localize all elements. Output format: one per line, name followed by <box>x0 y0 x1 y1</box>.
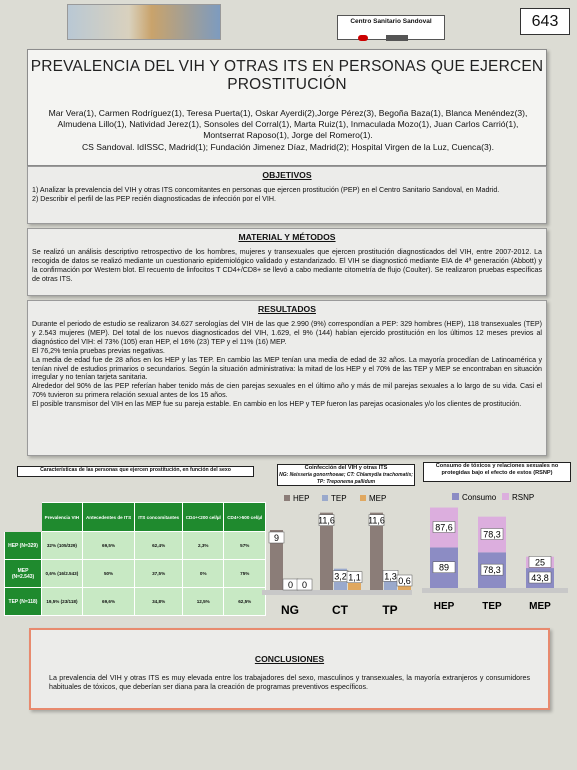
objective-2: 2) Describir el perfil de las PEP recién diagnosticadas de infección por el VIH. <box>32 194 276 203</box>
x-tick-label: MEP <box>529 601 551 612</box>
legend-label: MEP <box>369 494 387 503</box>
table-cell: 32% (105/329) <box>42 532 83 560</box>
results-text <box>28 314 546 409</box>
objectives-text <box>28 180 546 204</box>
table-cell: 62,4% <box>135 532 183 560</box>
table-cell: 75% <box>224 560 266 588</box>
conclusions-heading: CONCLUSIONES <box>254 654 325 664</box>
bar <box>398 586 411 590</box>
column-header: CD4+>500 cel/µl <box>224 503 266 532</box>
row-header: TEP (N=118) <box>5 588 42 616</box>
table-cell: 50% <box>82 560 134 588</box>
table-cell: 19,5% (23/118) <box>42 588 83 616</box>
coinfection-chart <box>262 490 422 620</box>
legend-swatch <box>452 493 459 500</box>
table-cell: 2,3% <box>183 532 224 560</box>
affiliations: CS Sandoval. IdISSC, Madrid(1); Fundación Jimenez Díaz, Madrid(2); Hospital Virgen de la Luz, Cuenca(3). <box>81 141 495 152</box>
table-cell: 34,8% <box>135 588 183 616</box>
coinfection-chart-title <box>277 464 415 486</box>
legend-label: TEP <box>331 494 347 503</box>
data-label: 1,3 <box>384 571 397 582</box>
poster-title: PREVALENCIA DEL VIH Y OTRAS ITS EN PERSONAS QUE EJERCEN PROSTITUCIÓN <box>30 58 544 93</box>
legend-label: HEP <box>293 494 310 503</box>
data-label: 25 <box>534 557 546 568</box>
institution-logos <box>358 28 424 35</box>
data-label: 78,3 <box>483 529 501 540</box>
table-caption: Características de las personas que ejercen prostitución, en función del sexo <box>17 466 254 477</box>
column-header: Prevalencia VIH <box>42 503 83 532</box>
toxics-chart-title: Consumo de tóxicos y relaciones sexuales no protegidas bajo el efecto de estos (RSNP) <box>423 462 571 482</box>
table-cell: 12,5% <box>183 588 224 616</box>
data-label: 0,6 <box>398 576 411 586</box>
coinfection-title: Coinfección del VIH y otras ITS <box>304 465 388 471</box>
data-label: 1,1 <box>348 572 361 583</box>
center-logo-box <box>337 15 445 40</box>
data-label: 87,6 <box>435 522 453 533</box>
legend-label: Consumo <box>462 493 497 502</box>
column-header: ITS concomitantes <box>135 503 183 532</box>
characteristics-table <box>4 502 266 616</box>
methods-text: Se realizó un análisis descriptivo retrospectivo de los hombres, mujeres y transexuales que ejercen prostitución diagnosticados del VIH, entre 2007-2012. La recogida de datos se realizó mediante un cuestionario epidemiológico validado y estandarizado. El VIH se diagnosticó mediante EIA de 4ª generación (Abbott) y la confirmación por Western blot. El recuento de linfocitos T CD4+/CD8+ se llevó a cabo mediante citometría de flujo (Coulter). Se realizaron pruebas específicas de otras ITS. <box>32 248 542 283</box>
bar <box>348 583 361 590</box>
coinfection-subtitle: NG: Neisseria gonorrhoeae; CT: Chlamydia trachomatis; TP: Treponema pallidum <box>279 472 413 485</box>
legend-swatch <box>284 495 290 501</box>
results-heading: RESULTADOS <box>258 304 316 314</box>
table-cell: 37,5% <box>135 560 183 588</box>
data-label: 78,3 <box>483 565 501 576</box>
table-cell: 0% <box>183 560 224 588</box>
results-paragraph: El posible transmisor del VIH en las MEP fue su pareja estable. En cambio en los HEP y TEP fueron las parejas ocasionales y/o los clientes de prostitución. <box>32 400 522 409</box>
table-cell: 0,6% (16/2.543) <box>42 560 83 588</box>
conclusions-text: La prevalencia del VIH y otras ITS es muy elevada entre los trabajadores del sexo, masculinos y transexuales, la mayoría extranjeros y consumidores habituales de tóxicos, que deberían ser diana para la creación de programas preventivos específicos. <box>49 674 530 691</box>
column-header: CD4+<200 cel/µl <box>183 503 224 532</box>
legend-swatch <box>360 495 366 501</box>
results-paragraph: Durante el periodo de estudio se realizaron 34.627 serologías del VIH de las que 2.990 (9%) correspondían a PEP: 329 hombres (HEP), 118 transexuales (TEP) y 2.543 mujeres (MEP). Del total de los nuevos diagnosticados del VIH, 1.629, el 9% (144) habían ejercido prostitución en los últimos 12 meses previos al diagnóstico del VIH: el 73% (105) eran HEP, el 16% (23) TEP y el 11% (16) MEP. <box>32 320 542 346</box>
table-cell: 69,5% <box>82 532 134 560</box>
objective-1: 1) Analizar la prevalencia del VIH y otras ITS concomitantes en personas que ejercen prostitución (PEP) en el Centro Sanitario Sandoval, en Madrid. <box>32 186 500 194</box>
row-header: HEP (N=329) <box>5 532 42 560</box>
toxics-chart <box>422 488 574 618</box>
objectives-heading: OBJETIVOS <box>262 170 312 180</box>
x-tick-label: TEP <box>482 601 502 612</box>
x-tick-label: CT <box>332 603 348 617</box>
chart-floor <box>262 590 412 595</box>
x-tick-label: NG <box>281 603 299 617</box>
table-row <box>5 588 266 616</box>
data-label: 11,6 <box>318 515 335 526</box>
table-row <box>5 560 266 588</box>
data-label: 0 <box>301 580 308 590</box>
bar <box>384 581 397 590</box>
results-paragraph: El 76,2% tenía pruebas previas negativas. <box>32 346 165 355</box>
data-label: 89 <box>438 562 450 573</box>
column-header: Antecedentes de ITS <box>82 503 134 532</box>
results-section <box>27 300 547 456</box>
data-label: 9 <box>273 533 280 543</box>
data-label: 11,6 <box>368 515 385 526</box>
table-header-row <box>5 503 266 532</box>
table-row <box>5 532 266 560</box>
table-corner <box>5 503 42 532</box>
data-label: 43,8 <box>531 573 549 584</box>
x-tick-label: HEP <box>433 601 455 612</box>
table-cell: 69,6% <box>82 588 134 616</box>
results-paragraph: Alrededor del 90% de las PEP referían haber tenido más de cien parejas sexuales en el último año y más de mil parejas sexuales a lo largo de su vida. Casi el 70% tuvieron su primera relación sexual antes de los 15 años. <box>32 382 542 400</box>
legend-swatch <box>322 495 328 501</box>
row-header: MEP (N=2.543) <box>5 560 42 588</box>
center-name: Centro Sanitario Sandoval <box>350 18 432 25</box>
poster-number: 643 <box>520 8 570 35</box>
methods-heading: MATERIAL Y MÉTODOS <box>238 232 336 242</box>
authors: Mar Vera(1), Carmen Rodríguez(1), Teresa Puerta(1), Oskar Ayerdi(2),Jorge Pérez(3), Begoña Baza(1), Blanca Menéndez(3), Almudena Lillo(1), Natividad Jerez(1), Sonsoles del Corral(1), Marta Ruiz(1), Inmaculada Mozo(1), Juan Carlos Carrió(1), Montserrat Raposo(1), Jorge del Romero(1). <box>48 108 528 141</box>
conclusions-section <box>29 628 550 710</box>
authors-block <box>48 108 528 153</box>
x-tick-label: TP <box>382 603 398 617</box>
results-paragraph: La media de edad fue de 28 años en los HEP y las TEP. En cambio las MEP tenían una media de edad de 32 años. La mayoría procedían de Latinoamérica y tenían nivel de estudios primarios o secundarios. Según la situación administrativa: la mitad de los HEP y el 70% de las TEP y MEP se encontraban en situación irregular y no tenían tarjeta sanitaria. <box>32 355 542 382</box>
table-cell: 62,5% <box>224 588 266 616</box>
table-cell: 57% <box>224 532 266 560</box>
data-label: 0 <box>287 580 294 590</box>
methods-section <box>27 228 547 296</box>
title-block <box>27 49 547 166</box>
congress-logo <box>67 4 221 40</box>
objectives-section <box>27 166 547 224</box>
data-label: 3,2 <box>334 571 347 582</box>
chart-floor <box>422 588 568 593</box>
legend-label: RSNP <box>512 493 535 502</box>
legend-swatch <box>502 493 509 500</box>
